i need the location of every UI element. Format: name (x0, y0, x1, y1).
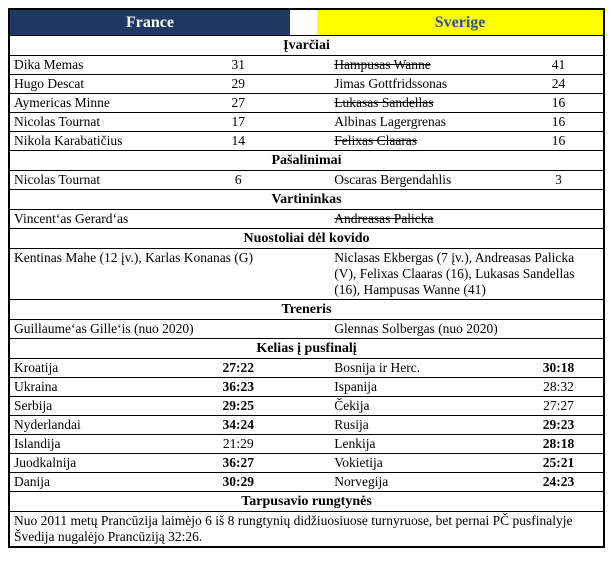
road-row (10, 454, 603, 473)
road-row (10, 416, 603, 435)
player-value-left: 6 (234, 172, 242, 187)
coach-left: Guillaume‘as Gille‘is (nuo 2020) (14, 321, 194, 336)
player-value-left: 14 (231, 133, 246, 148)
section-title-covid: Nuostoliai dėl kovido (10, 229, 603, 249)
section-title-penalties: Pašalinimai (10, 151, 603, 171)
player-value-right: 24 (551, 76, 566, 91)
section-title-coach: Treneris (10, 300, 603, 320)
opponent-left: Ukraina (14, 379, 58, 394)
player-name-right: Felixas Claaras (334, 133, 418, 148)
section-title-head2head: Tarpusavio rungtynės (10, 492, 603, 512)
goals-row (10, 75, 603, 94)
player-value-right: 16 (551, 133, 566, 148)
section-title-goalkeeper: Vartininkas (10, 190, 603, 210)
opponent-left: Juodkalnija (14, 455, 77, 470)
opponent-left: Danija (14, 474, 50, 489)
score-right: 24:23 (542, 474, 575, 489)
team-header-row (10, 10, 603, 36)
score-left: 34:24 (222, 417, 255, 432)
opponent-left: Serbija (14, 398, 53, 413)
player-name-left: Dika Memas (14, 57, 84, 72)
opponent-right: Ispanija (334, 379, 377, 394)
opponent-left: Islandija (14, 436, 61, 451)
team-header-france: France (10, 10, 290, 35)
road-row (10, 359, 603, 378)
score-left: 30:29 (222, 474, 255, 489)
section-title-road: Kelias į pusfinalį (10, 339, 603, 359)
score-right: 28:32 (543, 379, 574, 394)
player-value-right: 3 (555, 172, 562, 187)
score-left: 29:25 (222, 398, 255, 413)
score-left: 36:27 (222, 455, 255, 470)
player-name-right: Oscaras Bergendahlis (334, 172, 452, 187)
player-value-left: 31 (231, 57, 246, 72)
score-right: 25:21 (542, 455, 575, 470)
score-right: 30:18 (542, 360, 575, 375)
coach-right: Glennas Solbergas (nuo 2020) (334, 321, 498, 336)
player-value-right: 41 (551, 57, 566, 72)
road-row (10, 397, 603, 416)
score-right: 28:18 (542, 436, 575, 451)
score-left: 36:23 (222, 379, 255, 394)
goals-row (10, 132, 603, 151)
opponent-right: Rusija (334, 417, 369, 432)
road-row (10, 473, 603, 492)
goals-row (10, 56, 603, 75)
section-title-goals: Įvarčiai (10, 36, 603, 56)
player-name-right: Albinas Lagergrenas (334, 114, 447, 129)
covid-losses-left: Kentinas Mahe (12 įv.), Karlas Konanas (G) (14, 250, 254, 265)
head2head-text: Nuo 2011 metų Prancūzija laimėjo 6 iš 8 rungtynių didžiuosiuose turnyruose, bet pernai PČ pusfinalyje Švedija nugalėjo Prancūziją 32:26. (14, 513, 573, 544)
player-value-left: 27 (231, 95, 246, 110)
player-name-right: Jimas Gottfridssonas (334, 76, 448, 91)
player-name-right: Hampusas Wanne (334, 57, 431, 72)
player-name-left: Nikola Karabatičius (14, 133, 123, 148)
goalkeeper-row (10, 210, 603, 229)
player-name-right: Lukasas Sandellas (334, 95, 434, 110)
player-name-left: Hugo Descat (14, 76, 85, 91)
team-header-sverige: Sverige (317, 10, 603, 35)
road-row (10, 378, 603, 397)
coach-row (10, 320, 603, 339)
goals-row (10, 94, 603, 113)
player-name-left: Nicolas Tournat (14, 114, 101, 129)
covid-losses-right: Niclasas Ekbergas (7 įv.), Andreasas Palicka (V), Felixas Claaras (16), Lukasas Sandellas (16), Hampusas Wanne (41) (334, 250, 575, 297)
goalkeeper-left: Vincent‘as Gerard‘as (14, 211, 129, 226)
score-right: 29:23 (542, 417, 575, 432)
player-value-right: 16 (551, 114, 566, 129)
road-row (10, 435, 603, 454)
head2head-row (10, 512, 603, 546)
match-comparison-table (8, 8, 605, 548)
covid-row (10, 249, 603, 300)
score-left: 21:29 (222, 436, 254, 451)
opponent-right: Čekija (334, 398, 370, 413)
penalties-row (10, 171, 603, 190)
opponent-left: Kroatija (14, 360, 59, 375)
score-right: 27:27 (543, 398, 574, 413)
opponent-right: Bosnija ir Herc. (334, 360, 421, 375)
player-name-left: Aymericas Minne (14, 95, 110, 110)
player-name-left: Nicolas Tournat (14, 172, 101, 187)
player-value-left: 29 (231, 76, 246, 91)
goalkeeper-right: Andreasas Palicka (334, 211, 434, 226)
opponent-left: Nyderlandai (14, 417, 81, 432)
header-gap (290, 10, 317, 35)
score-left: 27:22 (222, 360, 255, 375)
player-value-right: 16 (551, 95, 566, 110)
opponent-right: Lenkija (334, 436, 376, 451)
goals-row (10, 113, 603, 132)
opponent-right: Vokietija (334, 455, 383, 470)
opponent-right: Norvegija (334, 474, 389, 489)
player-value-left: 17 (231, 114, 246, 129)
